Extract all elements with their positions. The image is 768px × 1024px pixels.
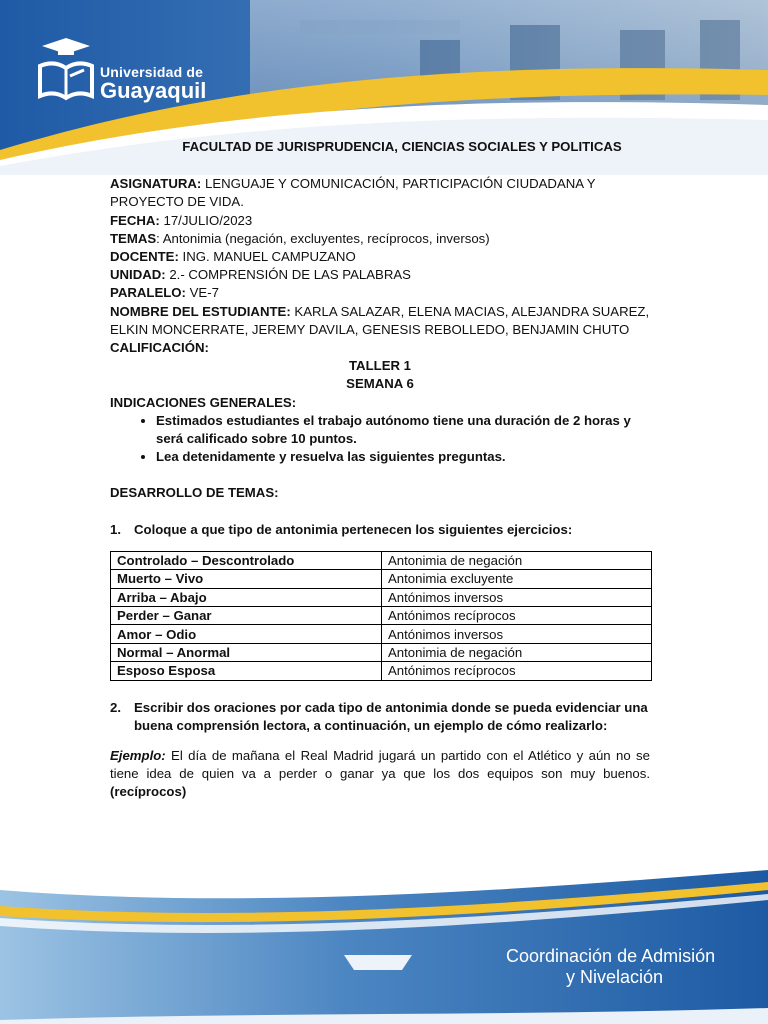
estudiante-value: KARLA SALAZAR, ELENA MACIAS, ALEJANDRA SUAREZ, ELKIN MONCERRATE, JEREMY DAVILA, GENESIS REBOLLEDO, BENJAMIN CHUTO: [110, 303, 650, 337]
indicaciones-list: [110, 412, 650, 467]
example-label: Ejemplo:: [110, 748, 166, 763]
estudiante-row: [110, 303, 650, 339]
semana-title: SEMANA 6: [346, 376, 414, 392]
table-row: [111, 643, 652, 661]
taller-title: TALLER 1: [348, 358, 412, 374]
docente-row: [110, 248, 650, 266]
calificacion-label: CALIFICACIÓN:: [110, 340, 209, 356]
fecha-value: 17/JULIO/2023: [159, 212, 253, 228]
antonym-pair: Amor – Odio: [111, 625, 382, 643]
indicacion-item: • Lea detenidamente y resuelva las siguientes preguntas.: [156, 448, 650, 466]
table-row: [111, 607, 652, 625]
antonym-pair: Perder – Ganar: [111, 607, 382, 625]
paralelo-value: VE-7: [185, 285, 219, 301]
antonym-table: [110, 551, 652, 681]
estudiante-label: NOMBRE DEL ESTUDIANTE:: [110, 303, 291, 319]
document-body: [110, 138, 650, 802]
university-name-line1: Universidad de: [100, 64, 204, 80]
table-row: [111, 570, 652, 588]
table-row: [111, 625, 652, 643]
university-name-line2: Guayaquil: [100, 78, 207, 103]
unidad-row: [110, 266, 650, 284]
question-1: [110, 521, 650, 539]
example-text: El día de mañana el Real Madrid jugará un partido con el Atlético y aún no se tiene idea de quien va a perder o ganar ya que los dos equipos son muy buenos.: [110, 748, 650, 782]
question-1-number: 1.: [110, 521, 121, 537]
indicacion-item: • Estimados estudiantes el trabajo autónomo tiene una duración de 2 horas y será calificado sobre 10 puntos.: [156, 412, 650, 448]
antonym-type: Antónimos recíprocos: [382, 607, 652, 625]
docente-label: DOCENTE:: [110, 249, 179, 265]
antonym-type: Antonimia de negación: [382, 643, 652, 661]
university-book-cap-icon: [36, 36, 96, 106]
course-info: [110, 175, 650, 357]
example-tag: (recíprocos): [110, 784, 187, 800]
antonym-type: Antonimia excluyente: [382, 570, 652, 588]
table-row: [111, 551, 652, 569]
temas-row: [110, 230, 650, 248]
docente-value: ING. MANUEL CAMPUZANO: [178, 249, 356, 265]
question-2-number: 2.: [110, 699, 121, 715]
university-logo: [36, 36, 236, 106]
antonym-pair: Esposo Esposa: [111, 662, 382, 680]
table-row: [111, 588, 652, 606]
footer-title-line1: Coordinación de Admisión: [506, 946, 716, 966]
question-1-text: Coloque a que tipo de antonimia pertenecen los siguientes ejercicios:: [134, 521, 573, 537]
antonym-pair: Controlado – Descontrolado: [111, 551, 382, 569]
antonym-pair: Normal – Anormal: [111, 643, 382, 661]
question-2-text: Escribir dos oraciones por cada tipo de antonimia donde se pueda evidenciar una buena comprensión lectora, a continuación, un ejemplo de cómo realizarlo:: [134, 699, 648, 733]
antonym-pair: Arriba – Abajo: [111, 588, 382, 606]
antonym-type: Antónimos recíprocos: [382, 662, 652, 680]
paralelo-row: [110, 284, 650, 302]
paralelo-label: PARALELO:: [110, 285, 186, 301]
indicaciones-title: INDICACIONES GENERALES:: [110, 394, 297, 410]
antonym-type: Antónimos inversos: [382, 588, 652, 606]
antonym-type: Antónimos inversos: [382, 625, 652, 643]
desarrollo-title: DESARROLLO DE TEMAS:: [110, 485, 279, 501]
asignatura-value: LENGUAJE Y COMUNICACIÓN, PARTICIPACIÓN CIUDADANA Y PROYECTO DE VIDA.: [110, 176, 596, 210]
temas-label: TEMAS: [110, 230, 157, 246]
temas-value: : Antonimia (negación, excluyentes, recíprocos, inversos): [156, 230, 490, 246]
antonym-pair: Muerto – Vivo: [111, 570, 382, 588]
footer-emblem: [344, 955, 412, 970]
antonym-type: Antonimia de negación: [382, 551, 652, 569]
example-paragraph: [110, 747, 650, 802]
faculty-title: FACULTAD DE JURISPRUDENCIA, CIENCIAS SOCIALES Y POLITICAS: [182, 139, 622, 154]
unidad-label: UNIDAD:: [110, 267, 166, 283]
asignatura-row: [110, 175, 650, 211]
table-row: [111, 662, 652, 680]
calificacion-row: [110, 339, 650, 357]
asignatura-label: ASIGNATURA:: [110, 176, 202, 192]
footer-title-line2: y Nivelación: [566, 967, 664, 987]
footer-banner: [0, 870, 768, 1024]
unidad-value: 2.- COMPRENSIÓN DE LAS PALABRAS: [165, 267, 411, 283]
question-2: [110, 699, 650, 735]
fecha-row: [110, 212, 650, 230]
fecha-label: FECHA:: [110, 212, 160, 228]
